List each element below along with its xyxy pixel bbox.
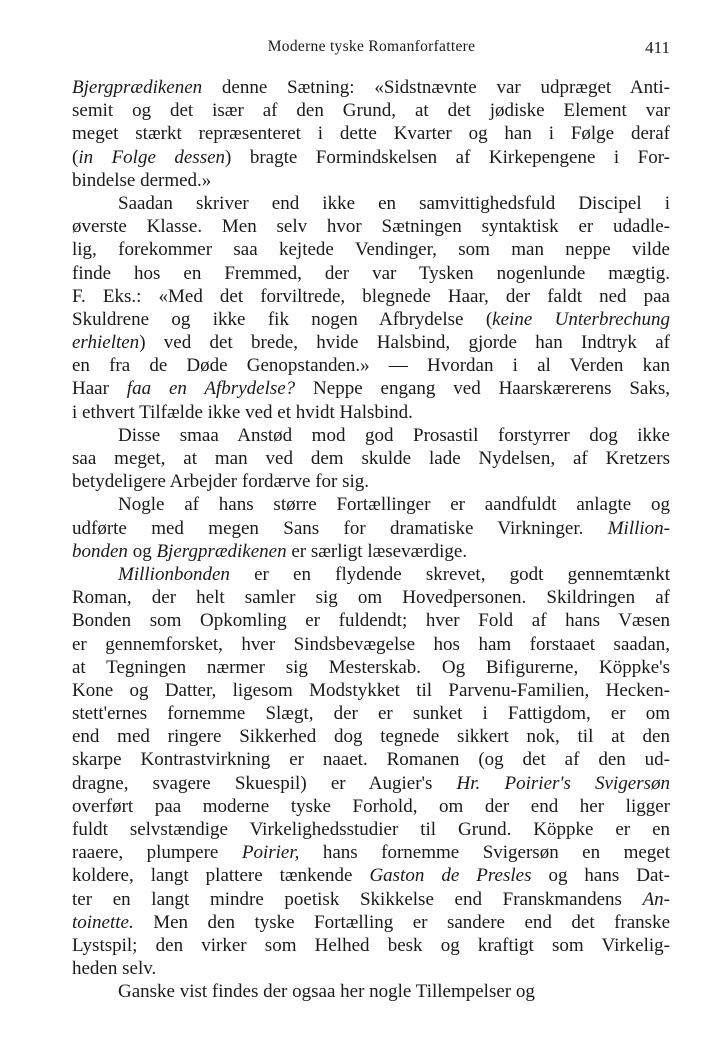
italic-text: bonden: [72, 540, 128, 562]
text-segment: ter en langt mindre poetisk Skikkelse end Franskmandens: [72, 888, 643, 910]
text-segment: Haar: [72, 378, 127, 400]
italic-text: Hr. Poirier's Svigersøn: [456, 772, 670, 794]
text-segment: Neppe engang ved Haarskærerens Saks,: [295, 378, 670, 400]
text-line: [72, 934, 670, 957]
text-segment: lig, forekommer saa kejtede Vendinger, som man neppe vilde: [72, 239, 670, 261]
text-line: [72, 377, 670, 400]
text-line: [72, 911, 670, 934]
text-segment: Saadan skriver end ikke en samvittighedsfuld Discipel i: [118, 192, 670, 214]
italic-text: in Folge dessen: [78, 146, 226, 168]
text-line: [72, 957, 670, 980]
italic-text: Million-: [607, 517, 670, 539]
text-segment: Men den tyske Fortælling er sandere end det franske: [133, 911, 670, 933]
text-line: [72, 493, 670, 516]
text-line: [72, 517, 670, 540]
text-line: [72, 888, 670, 911]
text-line: [72, 146, 670, 169]
text-segment: meget stærkt repræsenteret i dette Kvarter og han i Følge deraf: [72, 123, 670, 145]
text-line: [72, 725, 670, 748]
text-segment: i ethvert Tilfælde ikke ved et hvidt Halsbind.: [72, 401, 413, 423]
text-line: [72, 447, 670, 470]
text-line: [72, 76, 670, 99]
text-line: [72, 818, 670, 841]
page-number: 411: [645, 38, 670, 57]
text-segment: øverste Klasse. Men selv hvor Sætningen syntaktisk er udadle-: [72, 216, 670, 238]
text-segment: Lystspil; den virker som Helhed besk og kraftigt som Virkelig-: [72, 934, 670, 956]
text-segment: Kone og Datter, ligesom Modstykket til Parvenu-Familien, Hecken-: [72, 679, 670, 701]
text-segment: og hans Dat-: [531, 865, 671, 887]
text-line: [72, 169, 670, 192]
text-line: [72, 748, 670, 771]
text-segment: Ganske vist findes der ogsaa her nogle Tillempelser og: [118, 981, 535, 1003]
text-segment: (: [72, 146, 79, 168]
italic-text: An-: [642, 888, 670, 910]
text-line: [72, 308, 670, 331]
text-segment: stett'ernes fornemme Slægt, der er sunket i Fattigdom, er om: [72, 703, 670, 725]
text-segment: og: [127, 540, 157, 562]
text-segment: raaere, plumpere: [72, 842, 242, 864]
text-line: [72, 609, 670, 632]
text-segment: udførte med megen Sans for dramatiske Virkninger.: [72, 517, 608, 539]
text-segment: Disse smaa Anstød mod god Prosastil forstyrrer dog ikke: [118, 424, 670, 446]
text-segment: Roman, der helt samler sig om Hovedpersonen. Skildringen af: [72, 587, 670, 609]
text-segment: hans fornemme Svigersøn en meget: [299, 842, 671, 864]
text-line: [72, 586, 670, 609]
text-line: [72, 563, 670, 586]
text-segment: semit og det især af den Grund, at det jødiske Element var: [72, 100, 670, 122]
text-segment: en fra de Døde Genopstanden.» — Hvordan i al Verden kan: [72, 355, 670, 377]
text-segment: er særligt læseværdige.: [286, 540, 468, 562]
text-line: [72, 980, 670, 1003]
text-segment: ) ved det brede, hvide Halsbind, gjorde han Indtryk af: [139, 332, 670, 354]
italic-text: Millionbonden: [118, 563, 230, 585]
text-segment: Skuldrene og ikke fik nogen Afbrydelse (: [72, 308, 493, 330]
text-line: [72, 192, 670, 215]
text-line: [72, 331, 670, 354]
text-segment: Bonden som Opkomling er fuldendt; hver Fold af hans Væsen: [72, 610, 670, 632]
text-line: [72, 864, 670, 887]
text-segment: er en flydende skrevet, godt gennemtænkt: [229, 563, 670, 585]
text-segment: heden selv.: [72, 958, 157, 980]
page-header: [73, 38, 670, 62]
italic-text: keine Unterbrechung: [492, 308, 670, 330]
text-segment: fuldt selvstændige Virkelighedsstudier til Grund. Köppke er en: [72, 819, 670, 840]
text-segment: bindelse dermed.»: [72, 169, 212, 191]
text-segment: at Tegningen nærmer sig Mesterskab. Og Bifigurerne, Köppke's: [72, 656, 670, 678]
text-line: [72, 238, 670, 261]
text-line: [72, 540, 670, 563]
italic-text: Poirier,: [241, 842, 300, 864]
text-line: [72, 424, 670, 447]
italic-text: Bjergprædikenen: [72, 77, 203, 98]
text-line: [72, 401, 670, 424]
text-segment: overført paa moderne tyske Forhold, om der end her ligger: [72, 795, 670, 817]
text-segment: skarpe Kontrastvirkning er naaet. Romanen (og det af den ud-: [72, 749, 670, 771]
text-line: [72, 354, 670, 377]
italic-text: Bjergprædikenen: [156, 540, 287, 562]
text-line: [72, 702, 670, 725]
text-line: [72, 215, 670, 238]
text-line: [72, 679, 670, 702]
running-title: Moderne tyske Romanforfattere: [267, 38, 476, 55]
text-line: [72, 99, 670, 122]
text-segment: denne Sætning: «Sidstnævnte var udpræget Anti-: [202, 77, 670, 98]
text-segment: er gennemforsket, hver Sindsbevægelse hos ham forstaaet saadan,: [72, 633, 670, 655]
italic-text: faa en Afbrydelse?: [126, 378, 296, 400]
text-segment: ) bragte Formindskelsen af Kirkepengene i For-: [225, 146, 670, 168]
italic-text: Gaston de Presles: [369, 865, 532, 887]
italic-text: toinette.: [72, 911, 134, 933]
text-segment: F. Eks.: «Med det forviltrede, blegnede Haar, der faldt ned paa: [72, 285, 670, 307]
text-segment: finde hos en Fremmed, der var Tysken nogenlunde mægtig.: [72, 262, 670, 284]
italic-text: erhielten: [72, 332, 140, 354]
text-line: [72, 470, 670, 493]
text-segment: Nogle af hans større Fortællinger er aandfuldt anlagte og: [118, 494, 670, 516]
text-segment: dragne, svagere Skuespil) er Augier's: [72, 772, 457, 794]
text-line: [72, 772, 670, 795]
text-segment: saa meget, at man ved dem skulde lade Nydelsen, af Kretzers: [72, 448, 670, 469]
text-line: [72, 656, 670, 679]
text-line: [72, 285, 670, 308]
text-line: [72, 795, 670, 818]
body-text: [72, 76, 670, 1004]
text-segment: betydeligere Arbejder fordærve for sig.: [72, 471, 370, 493]
text-line: [72, 633, 670, 656]
text-line: [72, 262, 670, 285]
text-line: [72, 841, 670, 864]
text-segment: koldere, langt plattere tænkende: [72, 865, 370, 887]
text-segment: end med ringere Sikkerhed dog tegnede sikkert nok, til at den: [72, 726, 670, 748]
text-line: [72, 122, 670, 145]
